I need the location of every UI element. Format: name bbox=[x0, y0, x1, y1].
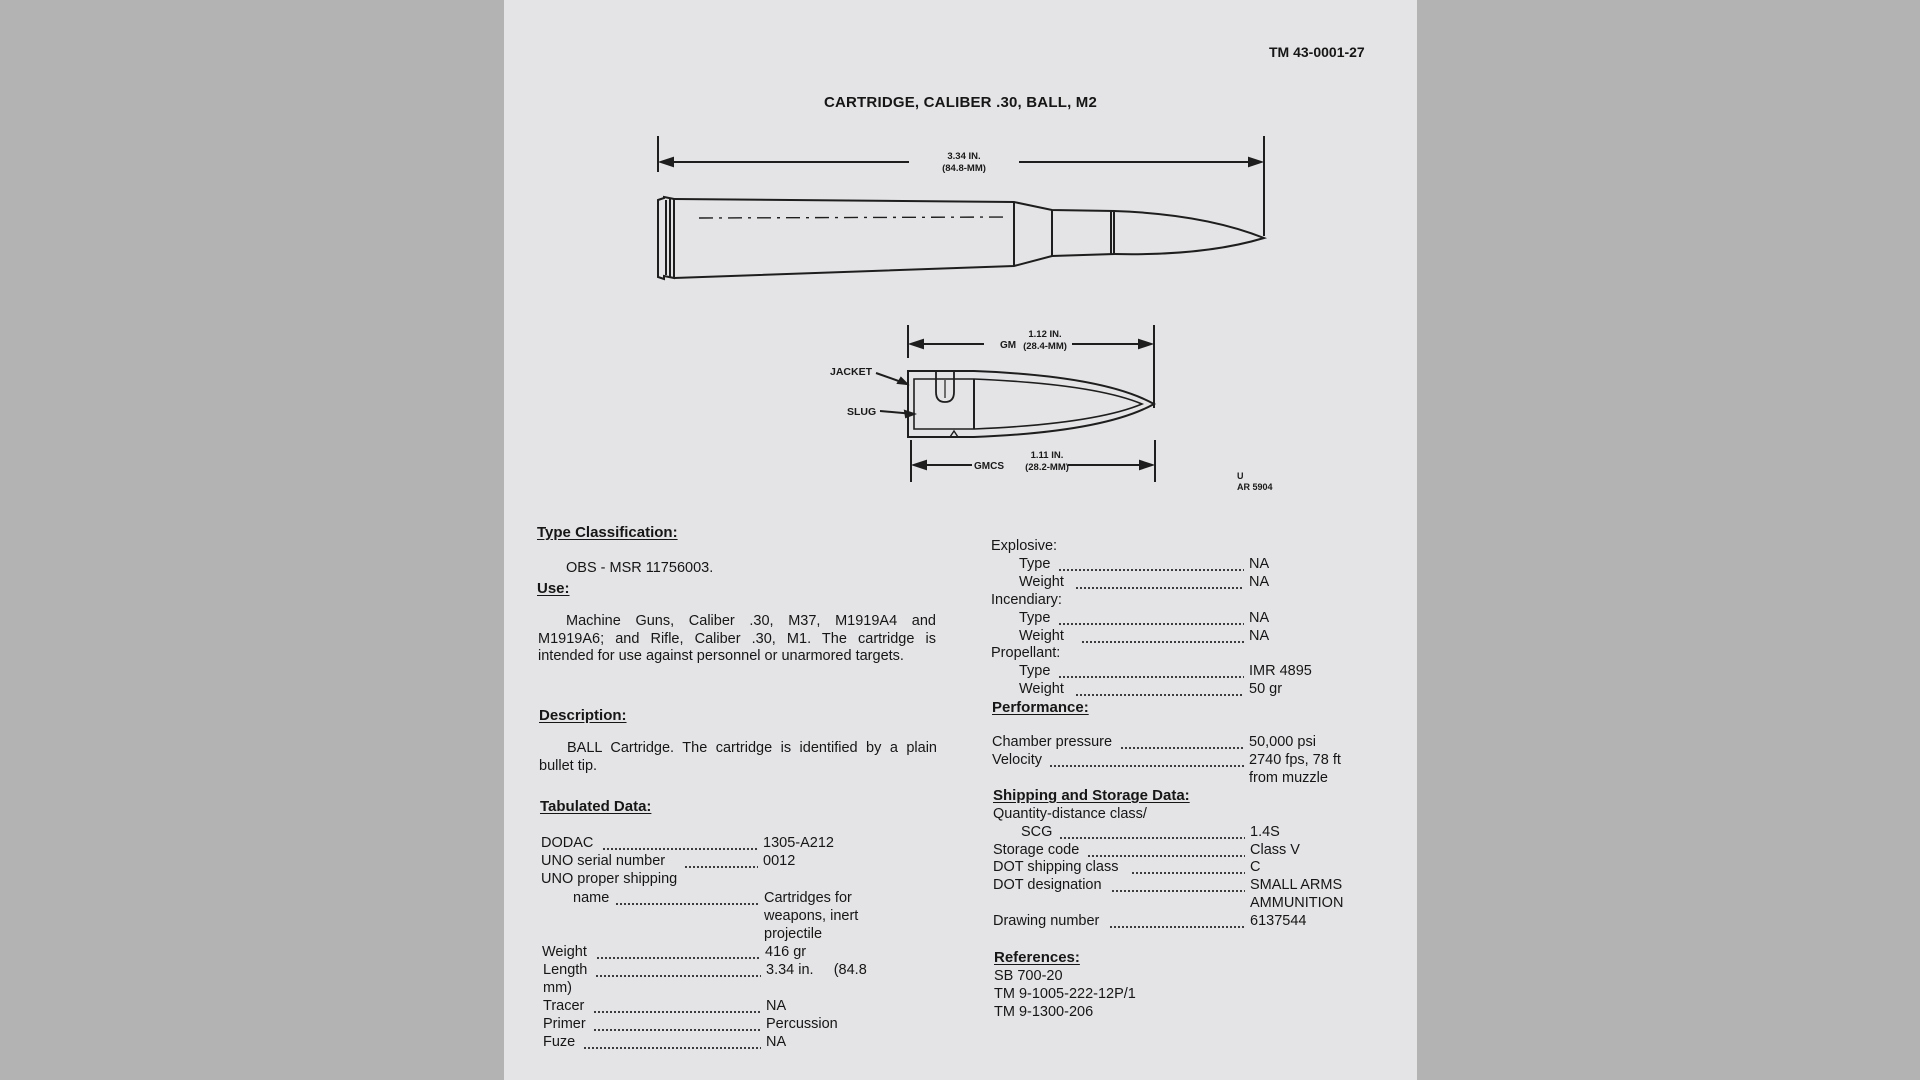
propellant-label: Propellant: bbox=[991, 645, 1061, 661]
leader-dots bbox=[684, 852, 758, 870]
uno-serial-value: 0012 bbox=[763, 853, 796, 869]
reference-item: TM 9-1005-222-12P/1 bbox=[994, 986, 1136, 1002]
explosive-weight-label: Weight bbox=[1019, 574, 1064, 590]
fuze-row bbox=[543, 1033, 903, 1051]
incendiary-type-row bbox=[991, 609, 1291, 627]
incendiary-type-label: Type bbox=[1019, 610, 1051, 626]
tracer-label: Tracer bbox=[543, 998, 585, 1014]
velocity-row bbox=[992, 751, 1352, 769]
leader-dots bbox=[1075, 573, 1244, 591]
propellant-weight-value: 50 gr bbox=[1249, 681, 1283, 697]
tracer-row bbox=[543, 997, 903, 1015]
projectile-length-inches-label: 1.12 IN. bbox=[1028, 329, 1062, 340]
primer-row bbox=[543, 1015, 903, 1033]
leader-dots bbox=[1111, 876, 1245, 894]
leader-arrow bbox=[905, 411, 914, 417]
document-page bbox=[504, 0, 1417, 1080]
primer-value: Percussion bbox=[766, 1016, 838, 1032]
performance-heading: Performance: bbox=[992, 699, 1089, 716]
chamber-pressure-value: 50,000 psi bbox=[1249, 734, 1316, 750]
gmcs-length-inches-label: 1.11 IN. bbox=[1030, 450, 1064, 461]
storage-code-label: Storage code bbox=[993, 842, 1080, 858]
chamber-pressure-row bbox=[992, 733, 1352, 751]
dot-designation-label: DOT designation bbox=[993, 877, 1102, 893]
tracer-value: NA bbox=[766, 998, 787, 1014]
uno-serial-label: UNO serial number bbox=[541, 853, 666, 869]
use-heading: Use: bbox=[537, 580, 570, 597]
uno-shipping-value-line1: Cartridges for bbox=[764, 890, 852, 906]
fuze-value: NA bbox=[766, 1034, 787, 1050]
gmcs-length-mm-label: (28.2-MM) bbox=[1025, 462, 1069, 473]
projectile-length-mm-label: (28.4-MM) bbox=[1023, 341, 1067, 352]
velocity-label: Velocity bbox=[992, 752, 1042, 768]
uno-shipping-label: UNO proper shipping bbox=[541, 871, 678, 887]
leader-dots bbox=[583, 1033, 761, 1051]
incendiary-weight-label: Weight bbox=[1019, 628, 1064, 644]
explosive-type-value: NA bbox=[1249, 556, 1270, 572]
uno-serial-row bbox=[541, 852, 901, 870]
explosive-type-label: Type bbox=[1019, 556, 1051, 572]
leader-dots bbox=[1131, 858, 1245, 876]
uno-shipping-row bbox=[541, 870, 901, 888]
overall-length-mm-label: (84.8-MM) bbox=[942, 163, 986, 174]
leader-dots bbox=[602, 834, 758, 852]
explosive-label: Explosive: bbox=[991, 538, 1058, 554]
uno-shipping-name-row bbox=[541, 889, 901, 907]
drawing-number-label: Drawing number bbox=[993, 913, 1100, 929]
length-value-cont: mm) bbox=[543, 980, 572, 996]
leader-dots bbox=[1058, 555, 1244, 573]
reference-item: SB 700-20 bbox=[994, 968, 1063, 984]
projectile-section bbox=[908, 371, 1154, 437]
dot-shipping-class-row bbox=[993, 858, 1323, 876]
dot-shipping-class-value: C bbox=[1250, 859, 1261, 875]
shipping-storage-heading: Shipping and Storage Data: bbox=[993, 787, 1190, 804]
propellant-weight-label: Weight bbox=[1019, 681, 1064, 697]
leader-dots bbox=[1075, 680, 1244, 698]
leader-dots bbox=[593, 1015, 761, 1033]
description-paragraph: BALL Cartridge. The cartridge is identified by a plain bullet tip. bbox=[539, 740, 937, 774]
leader-dots bbox=[1049, 751, 1244, 769]
type-classification-text: OBS - MSR 11756003. bbox=[566, 560, 714, 576]
explosive-weight-row bbox=[991, 573, 1291, 591]
incendiary-weight-row bbox=[991, 627, 1291, 645]
scg-row bbox=[993, 823, 1323, 841]
length-value: 3.34 in. (84.8 bbox=[766, 962, 867, 978]
quantity-distance-label: Quantity-distance class/ bbox=[993, 806, 1147, 822]
jacket-callout: JACKET bbox=[830, 366, 873, 378]
storage-code-value: Class V bbox=[1250, 842, 1300, 858]
dodac-value: 1305-A212 bbox=[763, 835, 834, 851]
type-classification-heading: Type Classification: bbox=[537, 524, 678, 541]
dot-designation-row bbox=[993, 876, 1353, 894]
incendiary-label: Incendiary: bbox=[991, 592, 1062, 608]
leader-dots bbox=[615, 889, 758, 907]
document-title: CARTRIDGE, CALIBER .30, BALL, M2 bbox=[823, 94, 1098, 111]
description-heading: Description: bbox=[539, 707, 627, 724]
length-row bbox=[543, 961, 903, 979]
leader-dots bbox=[595, 961, 761, 979]
leader-dots bbox=[1120, 733, 1244, 751]
incendiary-type-value: NA bbox=[1249, 610, 1270, 626]
scg-label: SCG bbox=[1021, 824, 1053, 840]
leader-dots bbox=[1059, 823, 1245, 841]
leader-dots bbox=[593, 997, 761, 1015]
figure-code-line2: AR 5904 bbox=[1237, 482, 1273, 492]
chamber-pressure-label: Chamber pressure bbox=[992, 734, 1113, 750]
fuze-label: Fuze bbox=[543, 1034, 576, 1050]
propellant-type-row bbox=[991, 662, 1321, 680]
cartridge-drawing bbox=[504, 0, 1417, 510]
weight-value: 416 gr bbox=[765, 944, 807, 960]
projectile-gm-label: GM bbox=[1000, 340, 1017, 351]
figure-code-line1: U bbox=[1237, 471, 1244, 481]
incendiary-weight-value: NA bbox=[1249, 628, 1270, 644]
dot-designation-value-line1: SMALL ARMS bbox=[1250, 877, 1343, 893]
leader-dots bbox=[1109, 912, 1245, 930]
document-number: TM 43-0001-27 bbox=[1269, 44, 1365, 60]
explosive-weight-value: NA bbox=[1249, 574, 1270, 590]
primer-label: Primer bbox=[543, 1016, 586, 1032]
leader-dots bbox=[1058, 609, 1244, 627]
reference-item: TM 9-1300-206 bbox=[994, 1004, 1094, 1020]
explosive-type-row bbox=[991, 555, 1291, 573]
dodac-label: DODAC bbox=[541, 835, 594, 851]
dodac-row bbox=[541, 834, 901, 852]
dot-designation-value-line2: AMMUNITION bbox=[1250, 895, 1344, 911]
leader-dots bbox=[1087, 841, 1245, 859]
weight-label: Weight bbox=[542, 944, 587, 960]
overall-length-inches-label: 3.34 IN. bbox=[947, 151, 981, 162]
storage-code-row bbox=[993, 841, 1323, 859]
weight-row bbox=[542, 943, 902, 961]
leader-dots bbox=[1058, 662, 1244, 680]
drawing-number-row bbox=[993, 912, 1323, 930]
uno-shipping-value-line2: weapons, inert bbox=[764, 908, 859, 924]
use-paragraph: Machine Guns, Caliber .30, M37, M1919A4 and M1919A6; and Rifle, Caliber .30, M1. The cartridge is intended for use against personnel or unarmored targets. bbox=[538, 613, 936, 664]
velocity-value-line2: from muzzle bbox=[1249, 770, 1328, 786]
tabulated-data-heading: Tabulated Data: bbox=[540, 798, 652, 815]
gmcs-label: GMCS bbox=[974, 461, 1004, 472]
references-heading: References: bbox=[994, 949, 1080, 966]
propellant-weight-row bbox=[991, 680, 1321, 698]
leader-dots bbox=[1081, 627, 1244, 645]
leader-arrow bbox=[898, 378, 907, 384]
uno-shipping-value-line3: projectile bbox=[764, 926, 823, 942]
velocity-value-line1: 2740 fps, 78 ft bbox=[1249, 752, 1341, 768]
propellant-type-label: Type bbox=[1019, 663, 1051, 679]
dot-shipping-class-label: DOT shipping class bbox=[993, 859, 1119, 875]
slug-callout: SLUG bbox=[847, 406, 877, 418]
drawing-number-value: 6137544 bbox=[1250, 913, 1307, 929]
propellant-type-value: IMR 4895 bbox=[1249, 663, 1312, 679]
length-label: Length bbox=[543, 962, 588, 978]
scg-value: 1.4S bbox=[1250, 824, 1280, 840]
uno-shipping-label-cont: name bbox=[573, 890, 610, 906]
cartridge-outline bbox=[658, 197, 1264, 279]
leader-dots bbox=[596, 943, 760, 961]
